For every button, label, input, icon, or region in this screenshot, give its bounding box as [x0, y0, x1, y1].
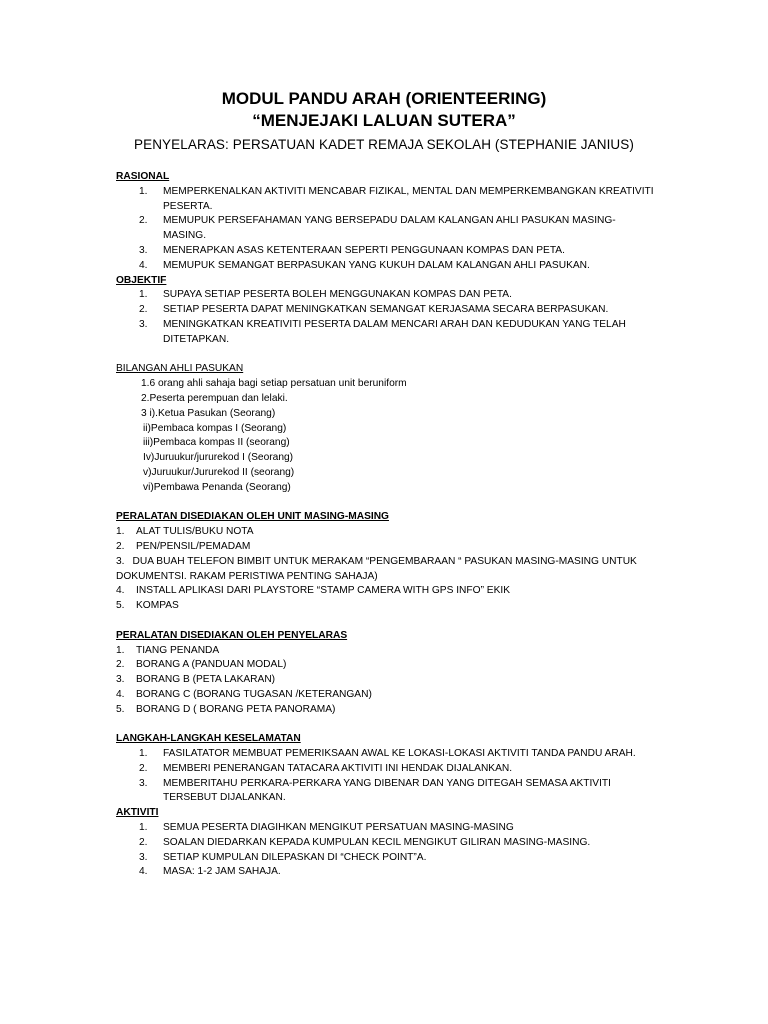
list-item	[116, 851, 656, 866]
section-heading-aktiviti: AKTIVITI	[116, 807, 159, 819]
item-number: 5.	[116, 703, 125, 715]
bilangan-line: ii)Pembaca kompas I (Seorang)	[143, 422, 287, 434]
peralatan-unit-list	[116, 525, 656, 614]
item-number: 1.	[139, 289, 148, 301]
item-text: MEMBERITAHU PERKARA-PERKARA YANG DIBENAR DAN YANG DITEGAH SEMASA AKTIVITI TERSEBUT DIJALANKAN.	[163, 777, 611, 804]
list-item	[116, 584, 656, 599]
section-heading-rasional: RASIONAL	[116, 171, 170, 182]
document-body	[116, 170, 656, 880]
document-header	[0, 88, 768, 155]
item-number: 1.	[116, 644, 125, 656]
item-text: MEMUPUK PERSEFAHAMAN YANG BERSEPADU DALAM KALANGAN AHLI PASUKAN MASING-MASING.	[163, 215, 616, 242]
keselamatan-list	[116, 747, 656, 806]
item-text: MENINGKATKAN KREATIVITI PESERTA DALAM MENCARI ARAH DAN KEDUDUKAN YANG TELAH DITETAPKAN.	[163, 318, 626, 345]
item-text: SOALAN DIEDARKAN KEPADA KUMPULAN KECIL MENGIKUT GILIRAN MASING-MASING.	[163, 836, 591, 848]
item-text: BORANG D ( BORANG PETA PANORAMA)	[136, 703, 336, 715]
item-text: BORANG A (PANDUAN MODAL)	[136, 659, 287, 671]
list-item	[116, 821, 656, 836]
item-text: DUA BUAH TELEFON BIMBIT UNTUK MERAKAM “PENGEMBARAAN “ PASUKAN MASING-MASING UNTUK DOKUMENTSI. RAKAM PERISTIWA PENTING SAHAJA)	[116, 555, 637, 582]
item-text: SETIAP PESERTA DAPAT MENINGKATKAN SEMANGAT KERJASAMA SECARA BERPASUKAN.	[163, 304, 609, 316]
aktiviti-list	[116, 821, 656, 880]
peralatan-penyelaras-list	[116, 644, 656, 718]
list-item	[116, 688, 656, 703]
list-item	[116, 214, 656, 244]
list-item	[116, 185, 656, 215]
list-item	[116, 244, 656, 259]
item-number: 5.	[116, 600, 125, 612]
item-number: 2.	[116, 540, 125, 552]
bilangan-line: 3 i).Ketua Pasukan (Seorang)	[141, 407, 276, 419]
item-text: FASILATATOR MEMBUAT PEMERIKSAAN AWAL KE LOKASI-LOKASI AKTIVITI TANDA PANDU ARAH.	[163, 748, 636, 760]
item-text: TIANG PENANDA	[136, 644, 220, 656]
item-number: 1.	[116, 526, 125, 538]
rasional-list	[116, 185, 656, 274]
list-item	[116, 540, 656, 555]
item-number: 4.	[116, 688, 125, 700]
item-text: SEMUA PESERTA DIAGIHKAN MENGIKUT PERSATUAN MASING-MASING	[163, 822, 514, 834]
item-number: 4.	[139, 866, 148, 878]
item-text: MENERAPKAN ASAS KETENTERAAN SEPERTI PENGGUNAAN KOMPAS DAN PETA.	[163, 244, 565, 256]
item-text: INSTALL APLIKASI DARI PLAYSTORE “STAMP CAMERA WITH GPS INFO” EKIK	[136, 585, 511, 597]
section-heading-keselamatan: LANGKAH-LANGKAH KESELAMATAN	[116, 733, 301, 745]
item-number: 3.	[116, 555, 125, 567]
section-heading-objektif: OBJEKTIF	[116, 274, 167, 286]
document-subtitle: “MENJEJAKI LALUAN SUTERA”	[252, 111, 516, 130]
item-number: 4.	[139, 259, 148, 271]
bilangan-line: iii)Pembaca kompas II (seorang)	[143, 437, 290, 449]
item-text: BORANG C (BORANG TUGASAN /KETERANGAN)	[136, 688, 372, 700]
item-number: 3.	[139, 244, 148, 256]
item-text: PEN/PENSIL/PEMADAM	[136, 540, 251, 552]
item-number: 2.	[139, 304, 148, 316]
bilangan-line: vi)Pembawa Penanda (Seorang)	[143, 481, 291, 493]
organizer-line: PENYELARAS: PERSATUAN KADET REMAJA SEKOLAH (STEPHANIE JANIUS)	[134, 137, 634, 152]
item-text: SETIAP KUMPULAN DILEPASKAN DI “CHECK POINT”A.	[163, 851, 427, 863]
list-item	[116, 747, 656, 762]
section-heading-peralatan-unit: PERALATAN DISEDIAKAN OLEH UNIT MASING-MASING	[116, 511, 389, 523]
objektif-list	[116, 288, 656, 347]
item-number: 2.	[139, 215, 148, 227]
list-item	[116, 318, 656, 348]
item-text: KOMPAS	[136, 600, 179, 612]
list-item	[116, 777, 656, 807]
bilangan-line: 1.6 orang ahli sahaja bagi setiap persatuan unit beruniform	[141, 378, 407, 390]
item-number: 3.	[139, 318, 148, 330]
section-heading-bilangan: BILANGAN AHLI PASUKAN	[116, 363, 244, 375]
item-text: SUPAYA SETIAP PESERTA BOLEH MENGGUNAKAN KOMPAS DAN PETA.	[163, 289, 512, 301]
item-number: 1.	[139, 822, 148, 834]
document-title: MODUL PANDU ARAH (ORIENTEERING)	[221, 89, 547, 108]
item-number: 2.	[116, 659, 125, 671]
list-item	[116, 303, 656, 318]
bilangan-line: Iv)Juruukur/jururekod I (Seorang)	[143, 452, 294, 464]
list-item	[116, 599, 656, 614]
list-item	[116, 658, 656, 673]
item-number: 1.	[139, 748, 148, 760]
list-item	[116, 525, 656, 540]
item-text: MEMPERKENALKAN AKTIVITI MENCABAR FIZIKAL, MENTAL DAN MEMPERKEMBANGKAN KREATIVITI PESERTA.	[163, 185, 654, 212]
bilangan-line: v)Juruukur/Jururekod II (seorang)	[143, 466, 295, 478]
item-text: MASA: 1-2 JAM SAHAJA.	[163, 866, 281, 878]
list-item	[116, 703, 656, 718]
list-item	[116, 836, 656, 851]
list-item	[116, 673, 656, 688]
item-number: 4.	[116, 585, 125, 597]
item-number: 2.	[139, 836, 148, 848]
list-item	[116, 288, 656, 303]
item-number: 3.	[139, 777, 148, 789]
item-text: MEMBERI PENERANGAN TATACARA AKTIVITI INI HENDAK DIJALANKAN.	[163, 762, 513, 774]
item-number: 3.	[116, 674, 125, 686]
list-item	[116, 259, 656, 274]
item-text: ALAT TULIS/BUKU NOTA	[136, 526, 254, 538]
section-heading-peralatan-penyelaras: PERALATAN DISEDIAKAN OLEH PENYELARAS	[116, 629, 348, 641]
list-item	[116, 762, 656, 777]
item-number: 3.	[139, 851, 148, 863]
item-text: BORANG B (PETA LAKARAN)	[136, 674, 276, 686]
item-text: MEMUPUK SEMANGAT BERPASUKAN YANG KUKUH DALAM KALANGAN AHLI PASUKAN.	[163, 259, 590, 271]
list-item	[116, 555, 656, 585]
list-item	[116, 644, 656, 659]
item-number: 1.	[139, 185, 148, 197]
list-item	[116, 865, 656, 880]
item-number: 2.	[139, 762, 148, 774]
bilangan-line: 2.Peserta perempuan dan lelaki.	[141, 392, 288, 404]
